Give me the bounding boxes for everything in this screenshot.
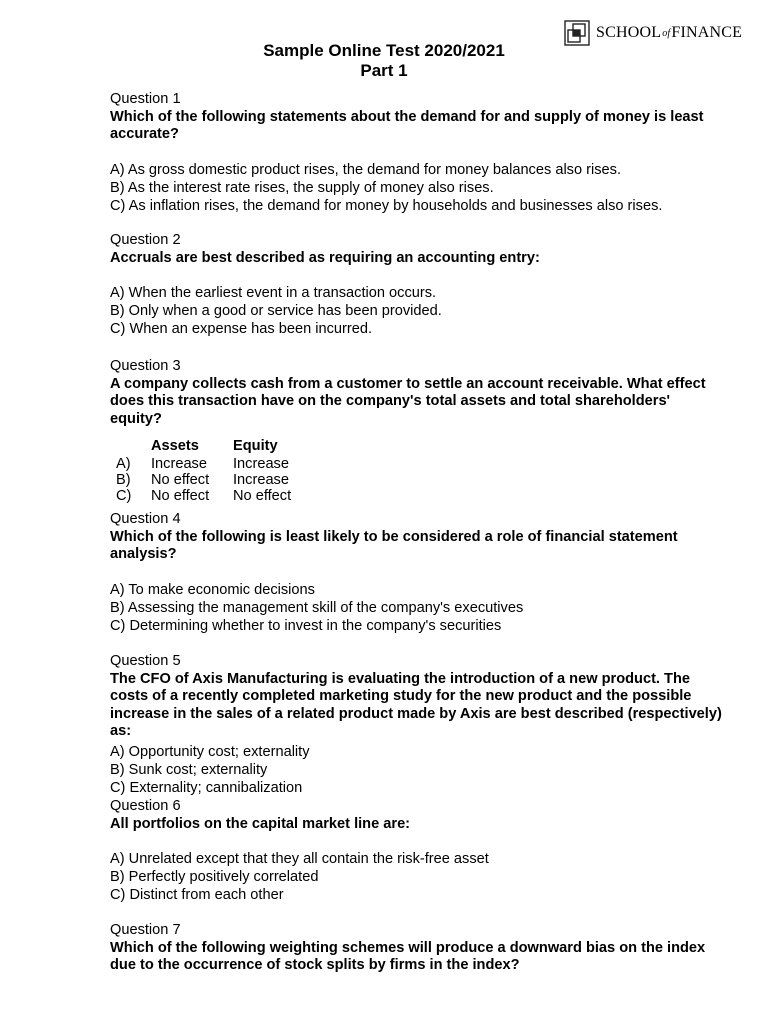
table-row [110, 456, 291, 472]
question-stem: Accruals are best described as requiring an accounting entry: [110, 249, 540, 266]
option-a: A) To make economic decisions [110, 581, 315, 598]
question-label: Question 4 [110, 511, 181, 527]
option-b: B) As the interest rate rises, the supply of money also rises. [110, 179, 494, 196]
answer-table [110, 438, 291, 504]
question-1 [110, 91, 725, 216]
table-cell: Increase [151, 456, 207, 473]
question-label: Question 7 [110, 922, 181, 938]
options-list [110, 851, 725, 905]
question-3 [110, 358, 725, 504]
table-cell: No effect [233, 488, 292, 505]
question-stem: The CFO of Axis Manufacturing is evaluating the introduction of a new product. The costs of a recently completed marketing study for the new product and the possible increase in the sales of a related product made by Axis are best described (respectively) as: [110, 670, 722, 740]
table-cell: No effect [151, 488, 210, 505]
question-6 [110, 798, 725, 905]
question-7 [110, 922, 725, 975]
question-label: Question 5 [110, 653, 181, 669]
question-label: Question 6 [110, 798, 181, 814]
option-a: A) As gross domestic product rises, the demand for money balances also rises. [110, 161, 622, 178]
option-a: A) Unrelated except that they all contain the risk-free asset [110, 851, 489, 868]
option-a: A) Opportunity cost; externality [110, 743, 310, 760]
option-c: C) Determining whether to invest in the company's securities [110, 617, 502, 634]
question-label: Question 3 [110, 358, 181, 374]
option-b: B) Only when a good or service has been provided. [110, 303, 442, 320]
question-label: Question 2 [110, 232, 181, 248]
table-cell: C) [116, 488, 132, 505]
options-list [110, 744, 725, 798]
option-c: C) Externality; cannibalization [110, 779, 303, 796]
question-stem: Which of the following statements about the demand for and supply of money is least accurate? [110, 108, 704, 143]
table-row [110, 488, 291, 504]
question-2 [110, 232, 725, 339]
option-c: C) As inflation rises, the demand for money by households and businesses also rises. [110, 197, 663, 214]
question-stem: Which of the following is least likely to be considered a role of financial statement analysis? [110, 528, 678, 563]
table-header: Assets [151, 438, 199, 455]
option-a: A) When the earliest event in a transaction occurs. [110, 285, 437, 302]
table-header: Equity [233, 438, 278, 455]
question-stem: All portfolios on the capital market line are: [110, 815, 411, 832]
table-cell: A) [116, 456, 131, 473]
option-c: C) Distinct from each other [110, 887, 284, 904]
option-b: B) Assessing the management skill of the company's executives [110, 599, 524, 616]
option-b: B) Perfectly positively correlated [110, 869, 319, 886]
options-list [110, 162, 725, 216]
page-title: Sample Online Test 2020/2021 [263, 41, 505, 60]
table-header-row [110, 438, 291, 456]
options-list [110, 582, 725, 636]
question-stem: Which of the following weighting schemes will produce a downward bias on the index due to the occurrence of stock splits by firms in the index? [110, 939, 706, 974]
table-cell: Increase [233, 456, 289, 473]
question-4 [110, 511, 725, 636]
table-header [110, 438, 151, 456]
page-subtitle: Part 1 [360, 61, 408, 80]
logo-text: SCHOOLofFINANCE [596, 24, 743, 41]
table-cell: No effect [151, 472, 210, 489]
question-stem: A company collects cash from a customer to settle an account receivable. What effect does this transaction have on the company's total assets and total shareholders' equity? [110, 375, 706, 427]
table-cell: B) [116, 472, 131, 489]
table-row [110, 472, 291, 488]
question-label: Question 1 [110, 91, 181, 107]
table-cell: Increase [233, 472, 289, 489]
question-5 [110, 653, 725, 798]
options-list [110, 285, 725, 339]
option-c: C) When an expense has been incurred. [110, 321, 373, 338]
option-b: B) Sunk cost; externality [110, 761, 268, 778]
